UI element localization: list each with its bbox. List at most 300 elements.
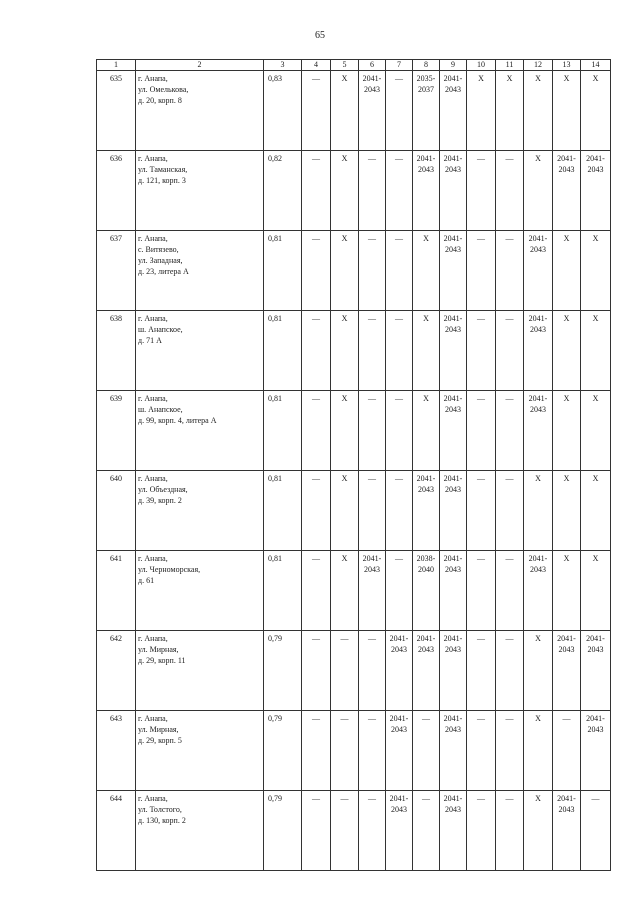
period-cell xyxy=(467,791,496,871)
period-text: — xyxy=(368,314,376,323)
period-cell xyxy=(524,311,553,391)
period-text: X xyxy=(535,474,541,483)
period-text: 2041- xyxy=(557,794,576,803)
period-text: 2043 xyxy=(418,485,434,494)
period-text: — xyxy=(395,154,403,163)
period-cell xyxy=(440,71,467,151)
period-text: — xyxy=(368,474,376,483)
address-line: ул. Западная, xyxy=(138,256,183,265)
period-cell xyxy=(331,391,359,471)
value-cell: 0,79 xyxy=(264,631,302,711)
period-cell xyxy=(524,471,553,551)
period-text: 2043 xyxy=(587,725,604,734)
period-cell xyxy=(581,311,611,391)
column-header: 1 xyxy=(97,60,136,71)
period-text: 2041- xyxy=(416,634,436,643)
period-text: — xyxy=(340,714,349,723)
period-text: — xyxy=(422,794,430,803)
period-cell xyxy=(302,391,331,471)
period-text: 2041- xyxy=(443,794,463,803)
period-cell xyxy=(302,631,331,711)
period-text: 2043 xyxy=(445,565,461,574)
period-cell xyxy=(440,471,467,551)
address-line: ш. Анапское, xyxy=(138,325,183,334)
address-line: ул. Объездная, xyxy=(138,485,188,494)
row-number: 638 xyxy=(97,311,136,391)
period-text: X xyxy=(341,394,348,403)
period-cell xyxy=(467,311,496,391)
period-text: — xyxy=(312,714,320,723)
period-text: — xyxy=(505,554,514,563)
address-line: д. 39, корп. 2 xyxy=(138,496,182,505)
period-text: — xyxy=(312,474,320,483)
period-text: X xyxy=(535,74,541,83)
period-text: 2043 xyxy=(530,565,546,574)
period-cell xyxy=(440,711,467,791)
period-text: 2041- xyxy=(557,634,576,643)
column-header: 9 xyxy=(440,60,467,71)
period-text: X xyxy=(592,314,599,323)
period-cell xyxy=(440,391,467,471)
column-header: 10 xyxy=(467,60,496,71)
period-cell xyxy=(359,631,386,711)
period-text: 2043 xyxy=(418,165,434,174)
period-cell xyxy=(553,471,581,551)
period-cell xyxy=(413,791,440,871)
period-cell xyxy=(359,471,386,551)
column-header: 14 xyxy=(581,60,611,71)
period-text: — xyxy=(395,314,403,323)
period-cell xyxy=(331,311,359,391)
column-header: 5 xyxy=(331,60,359,71)
period-text: 2041- xyxy=(443,634,463,643)
period-text: — xyxy=(505,154,514,163)
period-cell xyxy=(413,391,440,471)
value-cell: 0,81 xyxy=(264,471,302,551)
period-text: 2041- xyxy=(528,314,548,323)
address-line: г. Анапа, xyxy=(138,154,168,163)
period-cell xyxy=(413,151,440,231)
table-row xyxy=(97,471,611,551)
period-cell xyxy=(359,231,386,311)
address-line: д. 23, литера А xyxy=(138,267,189,276)
period-cell xyxy=(331,151,359,231)
period-text: X xyxy=(563,474,570,483)
period-text: — xyxy=(340,794,349,803)
period-text: 2041- xyxy=(362,554,382,563)
address-line: д. 130, корп. 2 xyxy=(138,816,186,825)
period-cell xyxy=(386,311,413,391)
address-line: г. Анапа, xyxy=(138,314,168,323)
address-line: ул. Толстого, xyxy=(138,805,182,814)
period-text: — xyxy=(368,234,376,243)
period-text: X xyxy=(478,74,484,83)
period-cell xyxy=(467,231,496,311)
period-text: — xyxy=(477,634,485,643)
period-cell xyxy=(496,551,524,631)
period-cell xyxy=(581,711,611,791)
period-cell xyxy=(386,391,413,471)
period-text: — xyxy=(505,474,514,483)
period-text: — xyxy=(312,394,320,403)
row-number: 637 xyxy=(97,231,136,311)
period-cell xyxy=(413,631,440,711)
period-cell xyxy=(331,71,359,151)
period-cell xyxy=(331,711,359,791)
period-text: 2041- xyxy=(586,154,605,163)
period-text: 2041- xyxy=(416,474,436,483)
period-text: X xyxy=(341,554,348,563)
period-text: X xyxy=(423,234,429,243)
column-header: 11 xyxy=(496,60,524,71)
period-text: X xyxy=(341,154,348,163)
address-cell xyxy=(136,551,264,631)
period-text: 2043 xyxy=(558,645,575,654)
period-text: — xyxy=(422,714,430,723)
period-text: X xyxy=(563,234,570,243)
period-text: — xyxy=(312,634,320,643)
period-cell xyxy=(386,711,413,791)
address-cell xyxy=(136,231,264,311)
period-cell xyxy=(386,631,413,711)
address-line: ул. Мирная, xyxy=(138,645,179,654)
period-cell xyxy=(524,711,553,791)
period-cell xyxy=(581,231,611,311)
period-text: — xyxy=(477,394,485,403)
value-cell: 0,81 xyxy=(264,391,302,471)
period-cell xyxy=(302,311,331,391)
address-cell xyxy=(136,71,264,151)
page-number: 65 xyxy=(315,30,325,41)
period-text: X xyxy=(535,154,541,163)
table-row xyxy=(97,791,611,871)
table-row xyxy=(97,551,611,631)
period-text: 2043 xyxy=(530,405,546,414)
period-text: 2043 xyxy=(558,165,575,174)
period-text: 2041- xyxy=(586,714,605,723)
row-number: 643 xyxy=(97,711,136,791)
period-text: — xyxy=(477,554,485,563)
column-header: 8 xyxy=(413,60,440,71)
period-cell xyxy=(413,311,440,391)
address-line: г. Анапа, xyxy=(138,74,168,83)
period-cell xyxy=(331,551,359,631)
period-cell xyxy=(553,711,581,791)
address-line: ул. Черноморская, xyxy=(138,565,201,574)
period-text: X xyxy=(592,474,599,483)
period-text: — xyxy=(395,74,403,83)
period-text: — xyxy=(395,394,403,403)
period-text: 2041- xyxy=(586,634,605,643)
value-cell: 0,81 xyxy=(264,551,302,631)
address-line: ш. Анапское, xyxy=(138,405,183,414)
period-text: X xyxy=(423,394,429,403)
period-text: — xyxy=(505,794,514,803)
period-cell xyxy=(386,471,413,551)
period-cell xyxy=(496,231,524,311)
period-cell xyxy=(359,791,386,871)
column-header: 7 xyxy=(386,60,413,71)
period-cell xyxy=(359,711,386,791)
period-text: — xyxy=(312,154,320,163)
period-text: 2041- xyxy=(528,234,548,243)
address-line: с. Витязево, xyxy=(138,245,179,254)
period-text: 2043 xyxy=(445,485,461,494)
value-cell: 0,82 xyxy=(264,151,302,231)
period-text: 2041- xyxy=(362,74,382,83)
period-text: — xyxy=(505,714,514,723)
period-cell xyxy=(467,551,496,631)
period-cell xyxy=(413,71,440,151)
address-line: г. Анапа, xyxy=(138,234,168,243)
row-number: 644 xyxy=(97,791,136,871)
period-cell xyxy=(302,231,331,311)
period-cell xyxy=(467,391,496,471)
period-text: X xyxy=(535,794,541,803)
period-text: 2041- xyxy=(389,634,409,643)
column-header: 13 xyxy=(553,60,581,71)
period-cell xyxy=(467,631,496,711)
period-text: 2043 xyxy=(558,805,575,814)
period-cell xyxy=(581,71,611,151)
address-line: д. 29, корп. 5 xyxy=(138,736,182,745)
period-text: X xyxy=(592,234,599,243)
address-line: г. Анапа, xyxy=(138,714,168,723)
period-cell xyxy=(581,791,611,871)
column-header: 6 xyxy=(359,60,386,71)
table-row xyxy=(97,311,611,391)
period-cell xyxy=(413,471,440,551)
table-row xyxy=(97,151,611,231)
period-text: 2043 xyxy=(530,325,546,334)
column-header: 12 xyxy=(524,60,553,71)
period-cell xyxy=(553,311,581,391)
period-cell xyxy=(302,711,331,791)
period-text: — xyxy=(505,314,514,323)
period-text: 2043 xyxy=(445,725,461,734)
period-cell xyxy=(581,471,611,551)
period-cell xyxy=(359,391,386,471)
period-cell xyxy=(524,791,553,871)
period-text: — xyxy=(562,714,571,723)
period-text: 2043 xyxy=(391,645,407,654)
period-text: 2041- xyxy=(389,794,409,803)
period-cell xyxy=(440,151,467,231)
period-text: X xyxy=(563,314,570,323)
period-text: — xyxy=(477,714,485,723)
period-text: — xyxy=(591,794,600,803)
period-text: X xyxy=(341,234,348,243)
address-line: д. 71 А xyxy=(138,336,162,345)
address-line: г. Анапа, xyxy=(138,394,168,403)
period-text: — xyxy=(395,554,403,563)
period-cell xyxy=(524,151,553,231)
period-cell xyxy=(359,551,386,631)
period-text: 2043 xyxy=(364,85,380,94)
period-cell xyxy=(553,631,581,711)
value-cell: 0,83 xyxy=(264,71,302,151)
period-text: 2041- xyxy=(528,554,548,563)
address-line: г. Анапа, xyxy=(138,634,168,643)
period-cell xyxy=(496,471,524,551)
period-text: 2037 xyxy=(418,85,434,94)
period-text: — xyxy=(477,794,485,803)
period-cell xyxy=(413,711,440,791)
period-cell xyxy=(440,311,467,391)
period-text: — xyxy=(368,714,376,723)
period-text: — xyxy=(477,154,485,163)
period-text: 2043 xyxy=(587,645,604,654)
table-row xyxy=(97,711,611,791)
period-cell xyxy=(496,311,524,391)
period-cell xyxy=(331,791,359,871)
period-cell xyxy=(553,151,581,231)
period-cell xyxy=(553,791,581,871)
table-row xyxy=(97,231,611,311)
period-text: 2043 xyxy=(445,645,461,654)
address-line: д. 20, корп. 8 xyxy=(138,96,182,105)
address-line: г. Анапа, xyxy=(138,554,168,563)
period-cell xyxy=(302,551,331,631)
period-text: — xyxy=(505,234,514,243)
period-cell xyxy=(386,71,413,151)
value-cell: 0,79 xyxy=(264,791,302,871)
period-cell xyxy=(467,471,496,551)
period-text: — xyxy=(312,794,320,803)
period-text: 2041- xyxy=(443,234,463,243)
period-text: 2041- xyxy=(443,554,463,563)
period-text: 2043 xyxy=(364,565,380,574)
register-table xyxy=(96,59,611,871)
period-text: X xyxy=(563,394,570,403)
period-cell xyxy=(524,71,553,151)
period-cell xyxy=(467,151,496,231)
period-text: X xyxy=(592,554,599,563)
row-number: 641 xyxy=(97,551,136,631)
period-cell xyxy=(302,791,331,871)
period-cell xyxy=(496,391,524,471)
row-number: 639 xyxy=(97,391,136,471)
address-cell xyxy=(136,311,264,391)
table-row xyxy=(97,71,611,151)
period-cell xyxy=(581,151,611,231)
column-header: 3 xyxy=(264,60,302,71)
row-number: 642 xyxy=(97,631,136,711)
period-text: 2041- xyxy=(443,314,463,323)
address-line: д. 29, корп. 11 xyxy=(138,656,186,665)
period-cell xyxy=(359,71,386,151)
period-cell xyxy=(386,551,413,631)
table-row xyxy=(97,631,611,711)
period-text: — xyxy=(368,794,376,803)
period-cell xyxy=(524,391,553,471)
period-cell xyxy=(331,631,359,711)
header-row xyxy=(97,60,611,71)
period-text: — xyxy=(505,634,514,643)
period-text: 2041- xyxy=(389,714,409,723)
period-cell xyxy=(496,631,524,711)
address-line: ул. Омелькова, xyxy=(138,85,189,94)
period-text: — xyxy=(368,154,376,163)
period-text: — xyxy=(395,234,403,243)
value-cell: 0,79 xyxy=(264,711,302,791)
period-text: — xyxy=(340,634,349,643)
address-line: д. 121, корп. 3 xyxy=(138,176,186,185)
address-line: г. Анапа, xyxy=(138,794,168,803)
period-text: — xyxy=(368,634,376,643)
value-cell: 0,81 xyxy=(264,231,302,311)
period-text: 2043 xyxy=(445,85,461,94)
column-header: 2 xyxy=(136,60,264,71)
period-text: 2043 xyxy=(530,245,546,254)
period-cell xyxy=(413,551,440,631)
address-line: ул. Мирная, xyxy=(138,725,179,734)
period-cell xyxy=(440,231,467,311)
period-text: — xyxy=(395,474,403,483)
period-cell xyxy=(581,631,611,711)
address-cell xyxy=(136,151,264,231)
table-row xyxy=(97,391,611,471)
period-text: — xyxy=(312,74,320,83)
address-line: ул. Таманская, xyxy=(138,165,188,174)
period-cell xyxy=(524,231,553,311)
period-text: 2041- xyxy=(416,154,436,163)
period-cell xyxy=(331,471,359,551)
period-cell xyxy=(553,391,581,471)
period-text: — xyxy=(477,474,485,483)
column-header: 4 xyxy=(302,60,331,71)
row-number: 635 xyxy=(97,71,136,151)
period-cell xyxy=(496,151,524,231)
period-text: — xyxy=(477,234,485,243)
address-cell xyxy=(136,631,264,711)
period-text: 2043 xyxy=(587,165,604,174)
row-number: 640 xyxy=(97,471,136,551)
period-cell xyxy=(524,631,553,711)
period-text: X xyxy=(535,634,541,643)
period-text: — xyxy=(312,314,320,323)
period-text: — xyxy=(368,394,376,403)
period-text: 2041- xyxy=(443,714,463,723)
period-text: 2043 xyxy=(445,245,461,254)
period-cell xyxy=(302,71,331,151)
period-text: X xyxy=(592,74,599,83)
period-text: 2038- xyxy=(416,554,436,563)
period-cell xyxy=(467,71,496,151)
period-text: 2043 xyxy=(391,725,407,734)
period-cell xyxy=(553,71,581,151)
period-text: 2041- xyxy=(443,74,463,83)
period-text: — xyxy=(505,394,514,403)
period-text: 2043 xyxy=(418,645,434,654)
period-text: 2043 xyxy=(445,405,461,414)
period-text: 2041- xyxy=(528,394,548,403)
table-body xyxy=(97,71,611,871)
period-cell xyxy=(524,551,553,631)
period-text: 2043 xyxy=(391,805,407,814)
address-cell xyxy=(136,471,264,551)
period-cell xyxy=(413,231,440,311)
period-text: X xyxy=(423,314,429,323)
address-line: д. 61 xyxy=(138,576,155,585)
period-text: 2043 xyxy=(445,805,461,814)
address-cell xyxy=(136,791,264,871)
period-text: — xyxy=(477,314,485,323)
period-text: 2041- xyxy=(443,474,463,483)
row-number: 636 xyxy=(97,151,136,231)
period-cell xyxy=(386,231,413,311)
value-cell: 0,81 xyxy=(264,311,302,391)
